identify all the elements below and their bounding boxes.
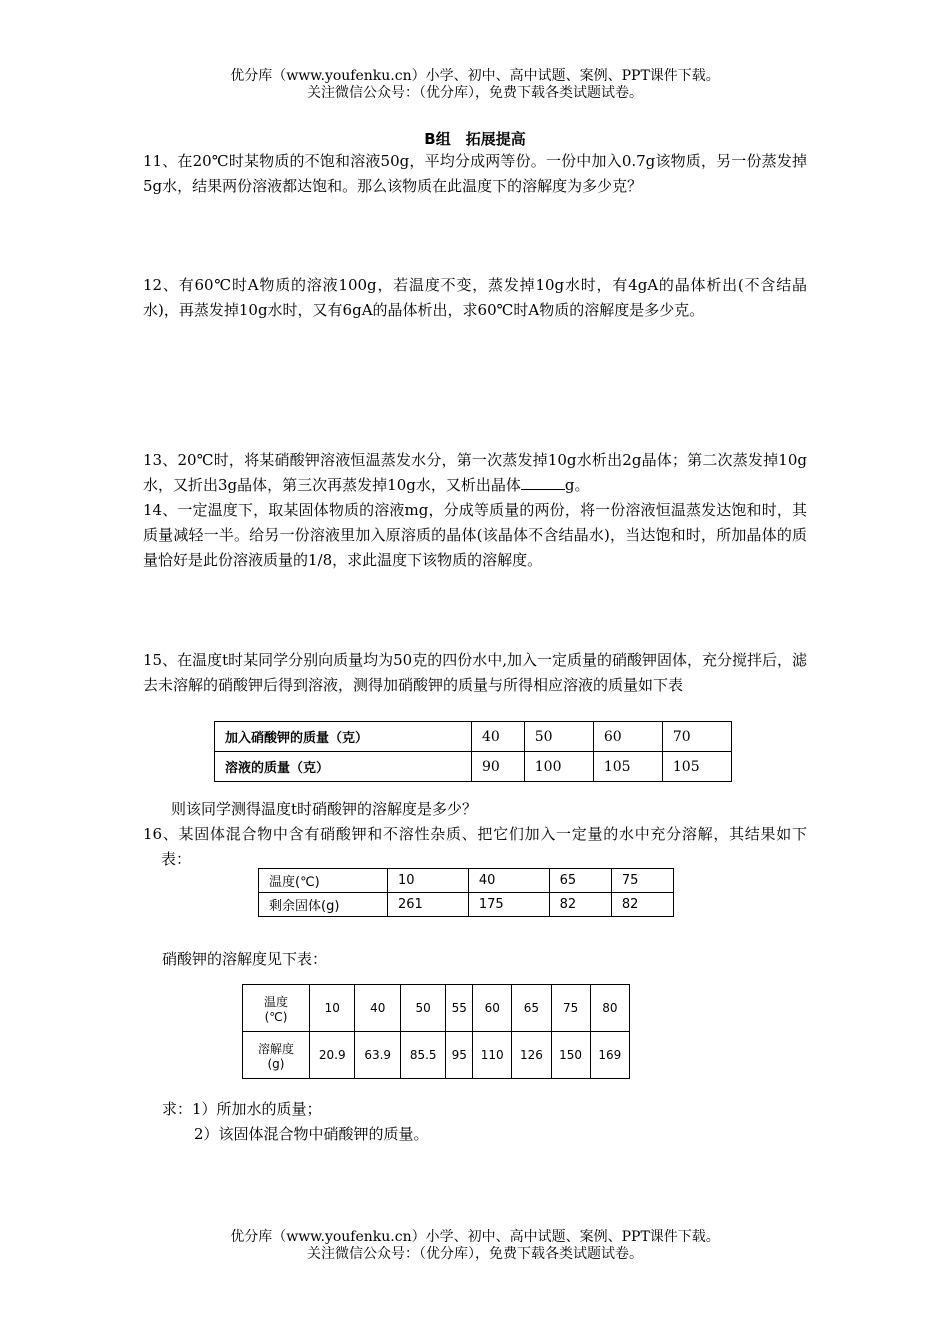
table-header-cell: 加入硝酸钾的质量（克）: [215, 722, 472, 752]
table-cell: 50: [524, 722, 593, 752]
table-cell: 75: [611, 869, 673, 893]
table-cell: 10: [310, 985, 355, 1032]
table-cell: 40: [472, 722, 525, 752]
table-cell: 10: [388, 869, 469, 893]
header-unit: (g): [267, 1056, 285, 1071]
table-cell: 90: [472, 752, 525, 782]
question-15-ask: 则该同学测得温度t时硝酸钾的溶解度是多少？: [171, 800, 478, 818]
table-cell: 65: [549, 869, 611, 893]
table-cell: 20.9: [310, 1032, 355, 1079]
table-cell: 150: [551, 1032, 590, 1079]
question-15: 15、在温度t时某同学分别向质量均为50克的四份水中,加入一定质量的硝酸钾固体，充分搅拌后，滤去未溶解的硝酸钾后得到溶液，测得加硝酸钾的质量与所得相应溶液的质量如下表: [143, 651, 807, 694]
table-cell: 80: [590, 985, 629, 1032]
table-cell: 82: [611, 893, 673, 917]
table-cell: 95: [446, 1032, 473, 1079]
header-label: 溶解度: [257, 1041, 294, 1056]
table-cell: 82: [549, 893, 611, 917]
table-cell: 60: [593, 722, 662, 752]
question-16: [143, 822, 807, 872]
table-cell: 60: [473, 985, 512, 1032]
table-cell: 63.9: [355, 1032, 400, 1079]
table-row: [243, 1032, 630, 1079]
ask-1: 求：1）所加水的质量；: [162, 1100, 322, 1118]
solubility-table: [242, 984, 630, 1079]
table-header-cell: 剩余固体(g): [259, 893, 388, 917]
table-header-cell: [243, 985, 310, 1032]
answer-blank[interactable]: [521, 475, 565, 490]
table-cell: 40: [355, 985, 400, 1032]
question-12: 12、有60℃时A物质的溶液100g，若温度不变，蒸发掉10g水时，有4gA的晶体析出(不含结晶水)，再蒸发掉10g水时，又有6gA的晶体析出，求60℃时A物质的溶解度是多少克。: [143, 276, 807, 319]
question-13-text: 13、20℃时，将某硝酸钾溶液恒温蒸发水分，第一次蒸发掉10g水析出2g晶体；第二次蒸发掉10g水，又折出3g晶体，第三次再蒸发掉10g水，又析出晶体: [143, 451, 807, 494]
table-row: [243, 985, 630, 1032]
residue-table: [258, 868, 674, 917]
site-footer: [0, 1229, 950, 1263]
table-cell: 105: [593, 752, 662, 782]
header-label: 温度: [263, 994, 288, 1009]
table-row: [259, 893, 674, 917]
table-cell: 175: [468, 893, 549, 917]
table-header-cell: 溶液的质量（克）: [215, 752, 472, 782]
table-header-cell: [243, 1032, 310, 1079]
solubility-note: 硝酸钾的溶解度见下表：: [162, 950, 328, 968]
question-16-text: 16、某固体混合物中含有硝酸钾和不溶性杂质、把它们加入一定量的水中充分溶解，其结果如下表：: [143, 825, 807, 868]
site-header: [0, 68, 950, 102]
table-cell: 40: [468, 869, 549, 893]
table-row: [215, 752, 732, 782]
potassium-nitrate-table: [214, 721, 732, 782]
header-line-2: 关注微信公众号：（优分库），免费下载各类试题试卷。: [307, 85, 643, 101]
section-title: B组 拓展提高: [424, 130, 526, 148]
table-cell: 169: [590, 1032, 629, 1079]
question-11: 11、在20℃时某物质的不饱和溶液50g，平均分成两等份。一份中加入0.7g该物质，另一份蒸发掉5g水，结果两份溶液都达饱和。那么该物质在此温度下的溶解度为多少克？: [143, 152, 807, 195]
footer-line-2: 关注微信公众号：（优分库），免费下载各类试题试卷。: [307, 1246, 643, 1262]
table-cell: 100: [524, 752, 593, 782]
question-14: 14、一定温度下，取某固体物质的溶液mg，分成等质量的两份，将一份溶液恒温蒸发达饱和时，其质量减轻一半。给另一份溶液里加入原溶质的晶体(该晶体不含结晶水)，当达饱和时，所加晶体的质量恰好是此份溶液质量的1/8，求此温度下该物质的溶解度。: [143, 501, 807, 569]
table-cell: 55: [446, 985, 473, 1032]
table-header-cell: 温度(℃): [259, 869, 388, 893]
table-cell: 70: [662, 722, 731, 752]
question-13: [143, 448, 807, 498]
table-cell: 110: [473, 1032, 512, 1079]
table-row: [215, 722, 732, 752]
table-cell: 261: [388, 893, 469, 917]
table-cell: 85.5: [400, 1032, 445, 1079]
table-cell: 65: [512, 985, 551, 1032]
question-13-unit: g。: [564, 476, 590, 494]
table-cell: 75: [551, 985, 590, 1032]
table-cell: 126: [512, 1032, 551, 1079]
header-unit: (℃): [264, 1009, 288, 1024]
table-cell: 50: [400, 985, 445, 1032]
ask-2: 2）该固体混合物中硝酸钾的质量。: [194, 1125, 429, 1143]
header-line-1: 优分库（www.youfenku.cn）小学、初中、高中试题、案例、PPT课件下载。: [230, 68, 720, 84]
table-cell: 105: [662, 752, 731, 782]
footer-line-1: 优分库（www.youfenku.cn）小学、初中、高中试题、案例、PPT课件下载。: [230, 1229, 720, 1245]
table-row: [259, 869, 674, 893]
